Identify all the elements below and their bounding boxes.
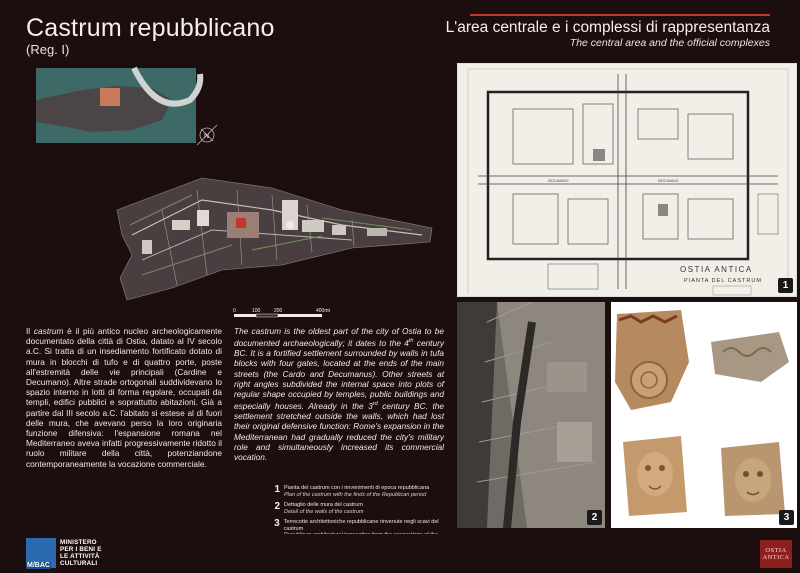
- it-part-2: è il più antico nucleo archeologicamente documentato della città di Ostia, datato al IV secolo a.C. Si tratta di un insediamento fortificato dotato di mura in blocchi di tufo e di quattro porte, poste all'estremità delle vie principali (Cardine e Decumano). Altre strade ortogonali suddividevano lo spazio interno in lotti di forma regolare, occupati da templi, edifici pubblici e soprattutto abitazioni. Già a partire dal III secolo a.C. l'abitato si estese al di fuori delle mura, che avevano perso la loro originaria funzione difensiva: l'espansione romana nel Mediterraneo aveva infatti progressivamente ridotto il ruolo militare della città, potenziandone contemporaneamente la vocazione commerciale.: [26, 326, 222, 469]
- ostia-logo-line-1: OSTIA: [765, 547, 787, 554]
- legend-text-en: Plan of the castrum with the finds of the Republican period: [284, 491, 427, 498]
- section-title-en: The central area and the official complexes: [569, 37, 770, 49]
- compass-icon: [197, 125, 217, 145]
- en-sup-th: th: [408, 338, 414, 345]
- legend-text-en: Detail of the walls of the castrum: [284, 508, 364, 515]
- legend-item: [272, 502, 452, 515]
- castrum-plan: [457, 63, 797, 297]
- plan-title: OSTIA ANTICA: [680, 265, 753, 274]
- legend-text-it: Terrecotte architettoniche repubblicane rinvenute negli scavi del castrum: [283, 519, 439, 532]
- city-map: [22, 60, 450, 325]
- en-sup-rd: rd: [372, 401, 378, 408]
- wall-photo: [457, 302, 605, 528]
- plan-badge: 1: [778, 278, 793, 293]
- description-it: [26, 326, 222, 469]
- en-part-3: century BC. the settlement stretched outside the walls, which had lost their original defensive function: Rome's expansion in the Mediterranean had gradually reduced the city's military role and simultaneously increased its commercial vocation.: [234, 400, 444, 462]
- legend-text-it: Pianta del castrum con i rinvenimenti di epoca repubblicana: [284, 485, 430, 491]
- city-plan: [117, 178, 432, 300]
- legend-number: 2: [274, 501, 280, 512]
- scale-label-400: 400mt: [316, 308, 330, 314]
- terracotta-photos: [611, 302, 797, 528]
- mibac-line-2: PER I BENI E: [60, 546, 102, 553]
- ostia-antica-logo: [760, 540, 792, 568]
- mibac-line-3: LE ATTIVITÀ: [60, 553, 100, 560]
- compass-label: N: [204, 133, 210, 140]
- footer: [0, 534, 800, 573]
- scale-label-0: 0: [233, 308, 236, 314]
- mibac-tag: M/BAC: [27, 562, 50, 569]
- it-part-1: Il: [26, 326, 34, 336]
- section-rule: [470, 14, 770, 16]
- terracotta-svg: [611, 302, 797, 528]
- inset-map: [36, 68, 200, 143]
- legend-text-it: Dettaglio delle mura del castrum: [284, 502, 363, 508]
- it-castrum-term: castrum: [33, 326, 64, 336]
- legend-number: 1: [274, 484, 280, 495]
- scale-label-200: 200: [274, 308, 283, 314]
- section-title-it: L'area centrale e i complessi di rappresentanza: [445, 19, 770, 36]
- wall-photo-svg: [457, 302, 605, 528]
- en-part-1: The castrum is the oldest part of the city of Ostia to be documented archaeologically; it dates to the 4: [234, 326, 444, 348]
- legend-item: [272, 485, 452, 498]
- mibac-line-4: CULTURALI: [60, 560, 98, 567]
- castrum-plan-svg: [458, 64, 797, 297]
- scale-label-100: 100: [252, 308, 261, 314]
- mibac-logo: [26, 538, 102, 568]
- ostia-logo-line-2: ANTICA: [762, 554, 790, 561]
- mibac-emblem-icon: [26, 538, 56, 568]
- wall-photo-badge: 2: [587, 510, 602, 525]
- plan-label-decumanus-right: DECUMANO: [658, 179, 679, 183]
- region-subtitle: (Reg. I): [26, 42, 70, 57]
- terracotta-badge: 3: [779, 510, 794, 525]
- en-part-2: century BC. It is a fortified settlement surrounded by walls in tufa blocks with four gates, located at the ends of the main streets (the Cardo and Decumanus). Other streets at right angles subdivided the internal space into plots of regular shape occupied by temples, public buildings and especially houses. Already in the 3: [234, 337, 445, 411]
- plan-subtitle: PIANTA DEL CASTRUM: [684, 278, 762, 284]
- description-en: [234, 326, 444, 462]
- plan-label-decumanus-left: DECUMANO: [548, 179, 569, 183]
- mibac-line-1: MINISTERO: [60, 539, 97, 546]
- mibac-text: [60, 539, 102, 567]
- legend-number: 3: [274, 518, 280, 529]
- page-title: Castrum repubblicano: [26, 14, 275, 42]
- scale-bar: [233, 308, 331, 317]
- city-map-svg: [22, 60, 450, 325]
